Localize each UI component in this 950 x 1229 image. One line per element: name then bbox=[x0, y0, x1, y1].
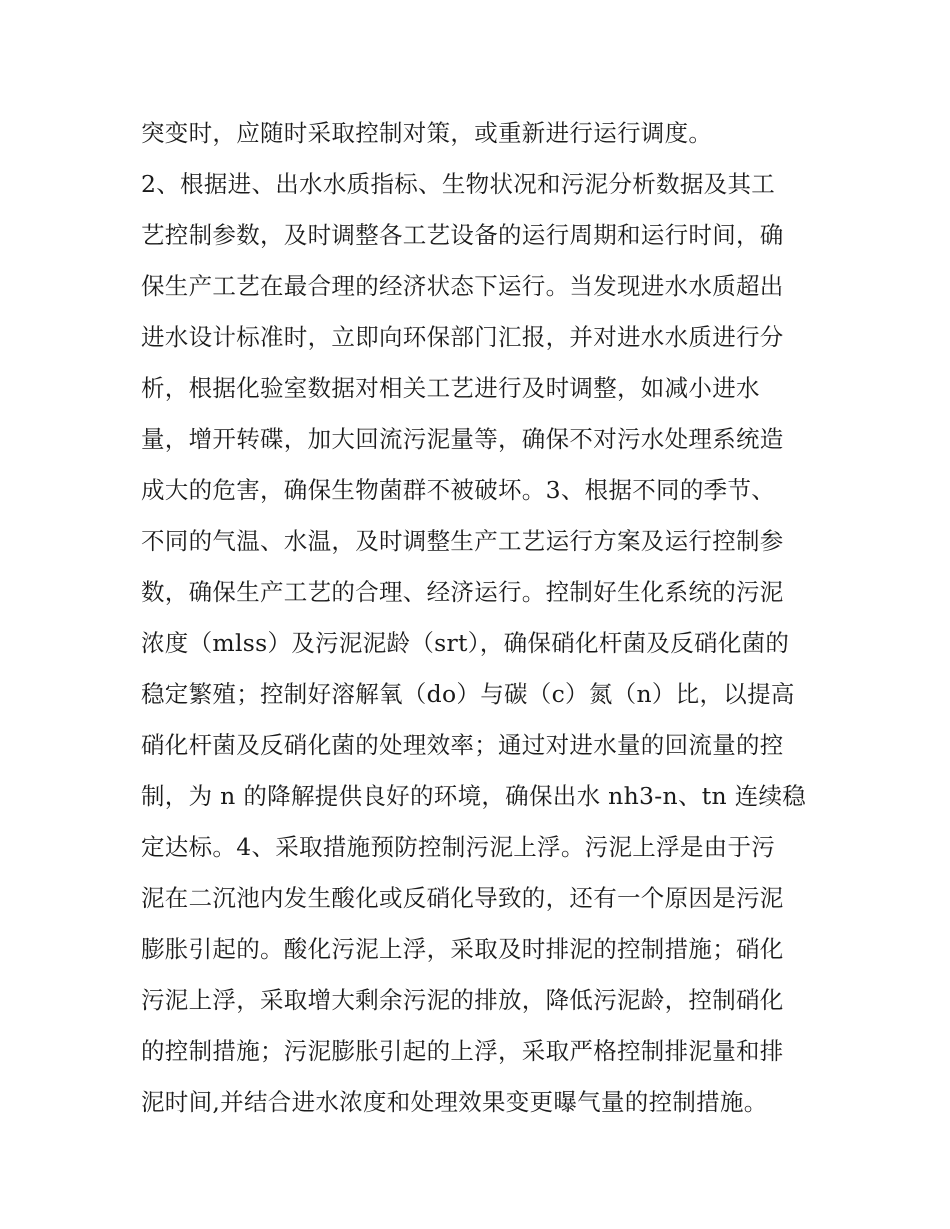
text-line: 浓度（mlss）及污泥泥龄（srt），确保硝化杆菌及反硝化菌的 bbox=[141, 629, 790, 657]
text-line: 泥时间,并结合进水浓度和处理效果变更曝气量的控制措施。 bbox=[141, 1088, 768, 1116]
text-line: 艺控制参数，及时调整各工艺设备的运行周期和运行时间，确 bbox=[141, 221, 784, 249]
text-line: 保生产工艺在最合理的经济状态下运行。当发现进水水质超出 bbox=[141, 272, 784, 300]
text-line: 2、根据进、出水水质指标、生物状况和污泥分析数据及其工 bbox=[141, 170, 776, 198]
text-line: 泥在二沉池内发生酸化或反硝化导致的，还有一个原因是污泥 bbox=[141, 884, 784, 912]
text-line: 膨胀引起的。酸化污泥上浮，采取及时排泥的控制措施；硝化 bbox=[141, 935, 784, 963]
text-line: 成大的危害，确保生物菌群不被破坏。3、根据不同的季节、 bbox=[141, 476, 776, 504]
text-line: 不同的气温、水温，及时调整生产工艺运行方案及运行控制参 bbox=[141, 527, 784, 555]
text-line: 量，增开转碟，加大回流污泥量等，确保不对污水处理系统造 bbox=[141, 425, 784, 453]
text-line: 硝化杆菌及反硝化菌的处理效率；通过对进水量的回流量的控 bbox=[141, 731, 784, 759]
text-line: 定达标。4、采取措施预防控制污泥上浮。污泥上浮是由于污 bbox=[141, 833, 776, 861]
text-line: 制，为 n 的降解提供良好的环境，确保出水 nh3-n、tn 连续稳 bbox=[141, 782, 807, 810]
text-line: 稳定繁殖；控制好溶解氧（do）与碳（c）氮（n）比，以提高 bbox=[141, 680, 795, 708]
text-line: 析，根据化验室数据对相关工艺进行及时调整，如减小进水 bbox=[141, 374, 760, 402]
text-line: 突变时，应随时采取控制对策，或重新进行运行调度。 bbox=[141, 119, 713, 147]
body-text bbox=[141, 108, 821, 1128]
text-line: 污泥上浮，采取增大剩余污泥的排放，降低污泥龄，控制硝化 bbox=[141, 986, 784, 1014]
text-line: 的控制措施；污泥膨胀引起的上浮，采取严格控制排泥量和排 bbox=[141, 1037, 784, 1065]
text-line: 数，确保生产工艺的合理、经济运行。控制好生化系统的污泥 bbox=[141, 578, 784, 606]
text-line: 进水设计标准时，立即向环保部门汇报，并对进水水质进行分 bbox=[141, 323, 784, 351]
